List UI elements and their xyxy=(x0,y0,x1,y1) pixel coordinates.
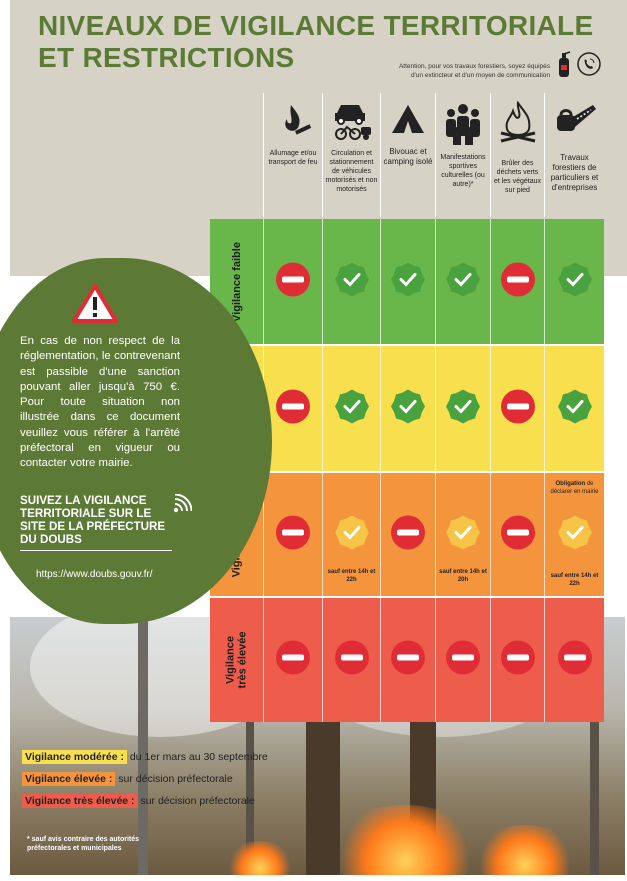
allowed-check-icon xyxy=(558,262,592,301)
status-cell xyxy=(322,473,380,596)
allowed-check-icon xyxy=(446,389,480,428)
forbidden-icon xyxy=(276,515,310,554)
forbidden-icon xyxy=(501,262,535,301)
status-cell xyxy=(263,346,322,471)
conditional-check-icon xyxy=(558,515,592,554)
footnote: * sauf avis contraire des autorités préfectorales et municipales xyxy=(27,836,140,852)
status-cell xyxy=(380,346,435,471)
follow-heading: SUIVEZ LA VIGILANCE TERRITORIALE SUR LE SITE DE LA PRÉFECTURE DU DOUBS xyxy=(20,494,166,546)
title-line-1: NIVEAUX DE VIGILANCE TERRITORIALE xyxy=(38,10,594,41)
status-cell xyxy=(380,473,435,596)
forbidden-icon xyxy=(276,641,310,680)
column-label: Circulation et stationnement de véhicules motorisés et non motorisés xyxy=(325,150,378,193)
cell-note: sauf entre 14h et 22h xyxy=(550,573,599,587)
vigilance-row xyxy=(210,598,604,722)
row-label-text: Vigilance faible xyxy=(230,241,243,322)
status-cell xyxy=(490,473,544,596)
status-cell xyxy=(263,219,322,344)
column-label: Manifestations sportives culturelles (ou autre)* xyxy=(440,154,486,188)
row-label-text: Vigilance très élevée xyxy=(224,631,249,689)
cell-note: sauf entre 14h et 22h xyxy=(327,569,376,583)
column-header-camping xyxy=(380,93,435,217)
column-header-vehicles xyxy=(322,93,380,217)
legend-moderate xyxy=(22,750,268,764)
status-cell xyxy=(435,219,490,344)
status-cell xyxy=(435,346,490,471)
status-cell xyxy=(263,598,322,722)
forbidden-icon xyxy=(391,515,425,554)
allowed-check-icon xyxy=(558,389,592,428)
status-cell xyxy=(380,219,435,344)
forbidden-icon xyxy=(558,641,592,680)
forbidden-icon xyxy=(391,641,425,680)
tent-icon xyxy=(388,101,428,137)
legend-text: sur décision préfectorale xyxy=(115,773,233,785)
legend-tag: Vigilance élevée : xyxy=(22,772,115,786)
conditional-check-icon xyxy=(335,515,369,554)
forbidden-icon xyxy=(501,641,535,680)
extinguisher-icon xyxy=(556,50,572,78)
forbidden-icon xyxy=(276,262,310,301)
cell-top-note: Obligation de déclarer en mairie xyxy=(550,481,599,495)
status-cell xyxy=(544,219,604,344)
allowed-check-icon xyxy=(391,389,425,428)
column-header-fire xyxy=(263,93,322,217)
attention-line-2: d'un extincteur et d'un moyen de communication xyxy=(410,72,550,79)
vigilance-row xyxy=(210,219,604,344)
warning-icon xyxy=(72,283,118,323)
forbidden-icon xyxy=(335,641,369,680)
status-cell xyxy=(322,219,380,344)
status-cell xyxy=(490,346,544,471)
forbidden-icon xyxy=(501,389,535,428)
column-label: Brûler des déchets verts et les végétaux sur pied xyxy=(493,160,542,194)
vigilance-row xyxy=(210,473,604,596)
legend-text: sur décision préfectorale xyxy=(137,795,255,807)
legend-tag: Vigilance modérée : xyxy=(22,750,127,764)
panel-text: En cas de non respect de la réglementation, le contrevenant est passible d'une sanction pouvant aller jusqu'à 750 €. Pour toute situation non illustrée dans ce document veuillez vous référer à l'arrêté préfectoral en vigueur ou contacter votre mairie. xyxy=(20,335,180,470)
status-cell xyxy=(263,473,322,596)
prefecture-link[interactable]: https://www.doubs.gouv.fr/ xyxy=(36,569,153,580)
status-cell xyxy=(322,598,380,722)
column-label: Allumage et/ou transport de feu xyxy=(268,150,318,166)
fire-icon xyxy=(273,101,313,143)
status-cell xyxy=(544,346,604,471)
forbidden-icon xyxy=(276,389,310,428)
attention-line-1: Attention, pour vos travaux forestiers, soyez équipés xyxy=(398,63,550,70)
allowed-check-icon xyxy=(446,262,480,301)
crowd-icon xyxy=(441,101,485,145)
phone-icon xyxy=(577,52,601,76)
allowed-check-icon xyxy=(335,389,369,428)
status-cell xyxy=(490,598,544,722)
status-cell xyxy=(322,346,380,471)
column-header-forestry xyxy=(544,93,604,217)
chainsaw-icon xyxy=(553,101,597,141)
status-cell xyxy=(544,473,604,596)
signal-icon xyxy=(172,494,192,514)
legend-text: du 1er mars au 30 septembre xyxy=(127,751,268,763)
burning-waste-icon xyxy=(497,101,539,145)
vehicle-icon xyxy=(329,101,375,143)
status-cell xyxy=(435,473,490,596)
forbidden-icon xyxy=(446,641,480,680)
column-header-events xyxy=(435,93,490,217)
column-label: Bivouac et camping isolé xyxy=(383,147,433,166)
column-header-burning xyxy=(490,93,544,217)
status-cell xyxy=(380,598,435,722)
legend-high xyxy=(22,772,233,786)
cell-note: sauf entre 14h et 20h xyxy=(439,569,487,583)
attention-note xyxy=(380,62,550,80)
divider xyxy=(20,550,172,551)
forbidden-icon xyxy=(501,515,535,554)
status-cell xyxy=(544,598,604,722)
status-cell xyxy=(435,598,490,722)
conditional-check-icon xyxy=(446,515,480,554)
legend-very-high xyxy=(22,794,255,808)
title-line-2: ET RESTRICTIONS xyxy=(38,42,295,73)
column-label: Travaux forestiers de particuliers et d'entreprises xyxy=(550,153,599,192)
allowed-check-icon xyxy=(335,262,369,301)
legend-tag: Vigilance très élevée : xyxy=(22,794,138,808)
row-label xyxy=(210,598,263,722)
status-cell xyxy=(490,219,544,344)
allowed-check-icon xyxy=(391,262,425,301)
